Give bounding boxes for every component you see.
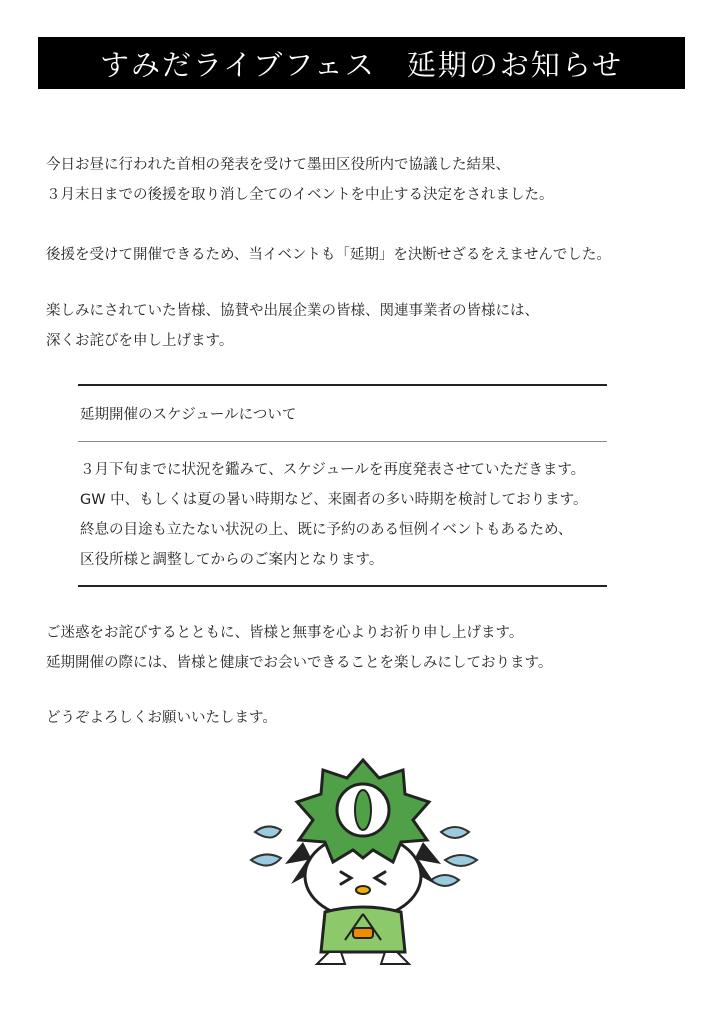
feet-icon [317,952,409,964]
schedule-line: 区役所様と調整してからのご案内となります。 [80,552,384,568]
cucumber-icon [355,790,371,830]
schedule-line: GW 中、もしくは夏の暑い時期など、来園者の多い時期を検討しております。 [80,492,588,508]
divider-bottom [78,585,607,587]
intro-line: ３月末日までの後援を取り消し全てのイベントを中止する決定をされました。 [46,187,554,203]
apology-paragraph [46,296,539,356]
intro-line: 今日お昼に行われた首相の発表を受けて墨田区役所内で協議した結果、 [46,157,510,173]
divider-heading [78,441,607,442]
intro-paragraph [46,150,554,210]
schedule-heading [80,400,296,430]
apology-line: 深くお詫びを申し上げます。 [46,333,234,349]
page-title: すみだライブフェス 延期のお知らせ [38,37,685,89]
divider-top [78,384,607,386]
schedule-heading-text: 延期開催のスケジュールについて [80,407,297,423]
postpone-paragraph [46,240,611,270]
kappa-mascot-illustration [245,752,481,968]
beak-icon [356,886,370,894]
sign-off [46,703,277,733]
belt-icon [353,928,373,938]
apology-line: 楽しみにされていた皆様、協賛や出展企業の皆様、関連事業者の皆様には、 [46,303,539,319]
schedule-body [80,455,588,575]
closing-line: ご迷惑をお詫びするとともに、皆様と無事を心よりお祈り申し上げます。 [46,625,524,641]
closing-line: 延期開催の際には、皆様と健康でお会いできることを楽しみにしております。 [46,655,553,671]
postpone-line: 後援を受けて開催できるため、当イベントも「延期」を決断せざるをえませんでした。 [46,247,611,263]
schedule-line: ３月下旬までに状況を鑑みて、スケジュールを再度発表させていただきます。 [80,462,586,478]
sign-off-text: どうぞよろしくお願いいたします。 [46,710,277,726]
schedule-line: 終息の目途も立たない状況の上、既に予約のある恒例イベントもあるため、 [80,522,573,538]
closing-paragraph [46,618,552,678]
